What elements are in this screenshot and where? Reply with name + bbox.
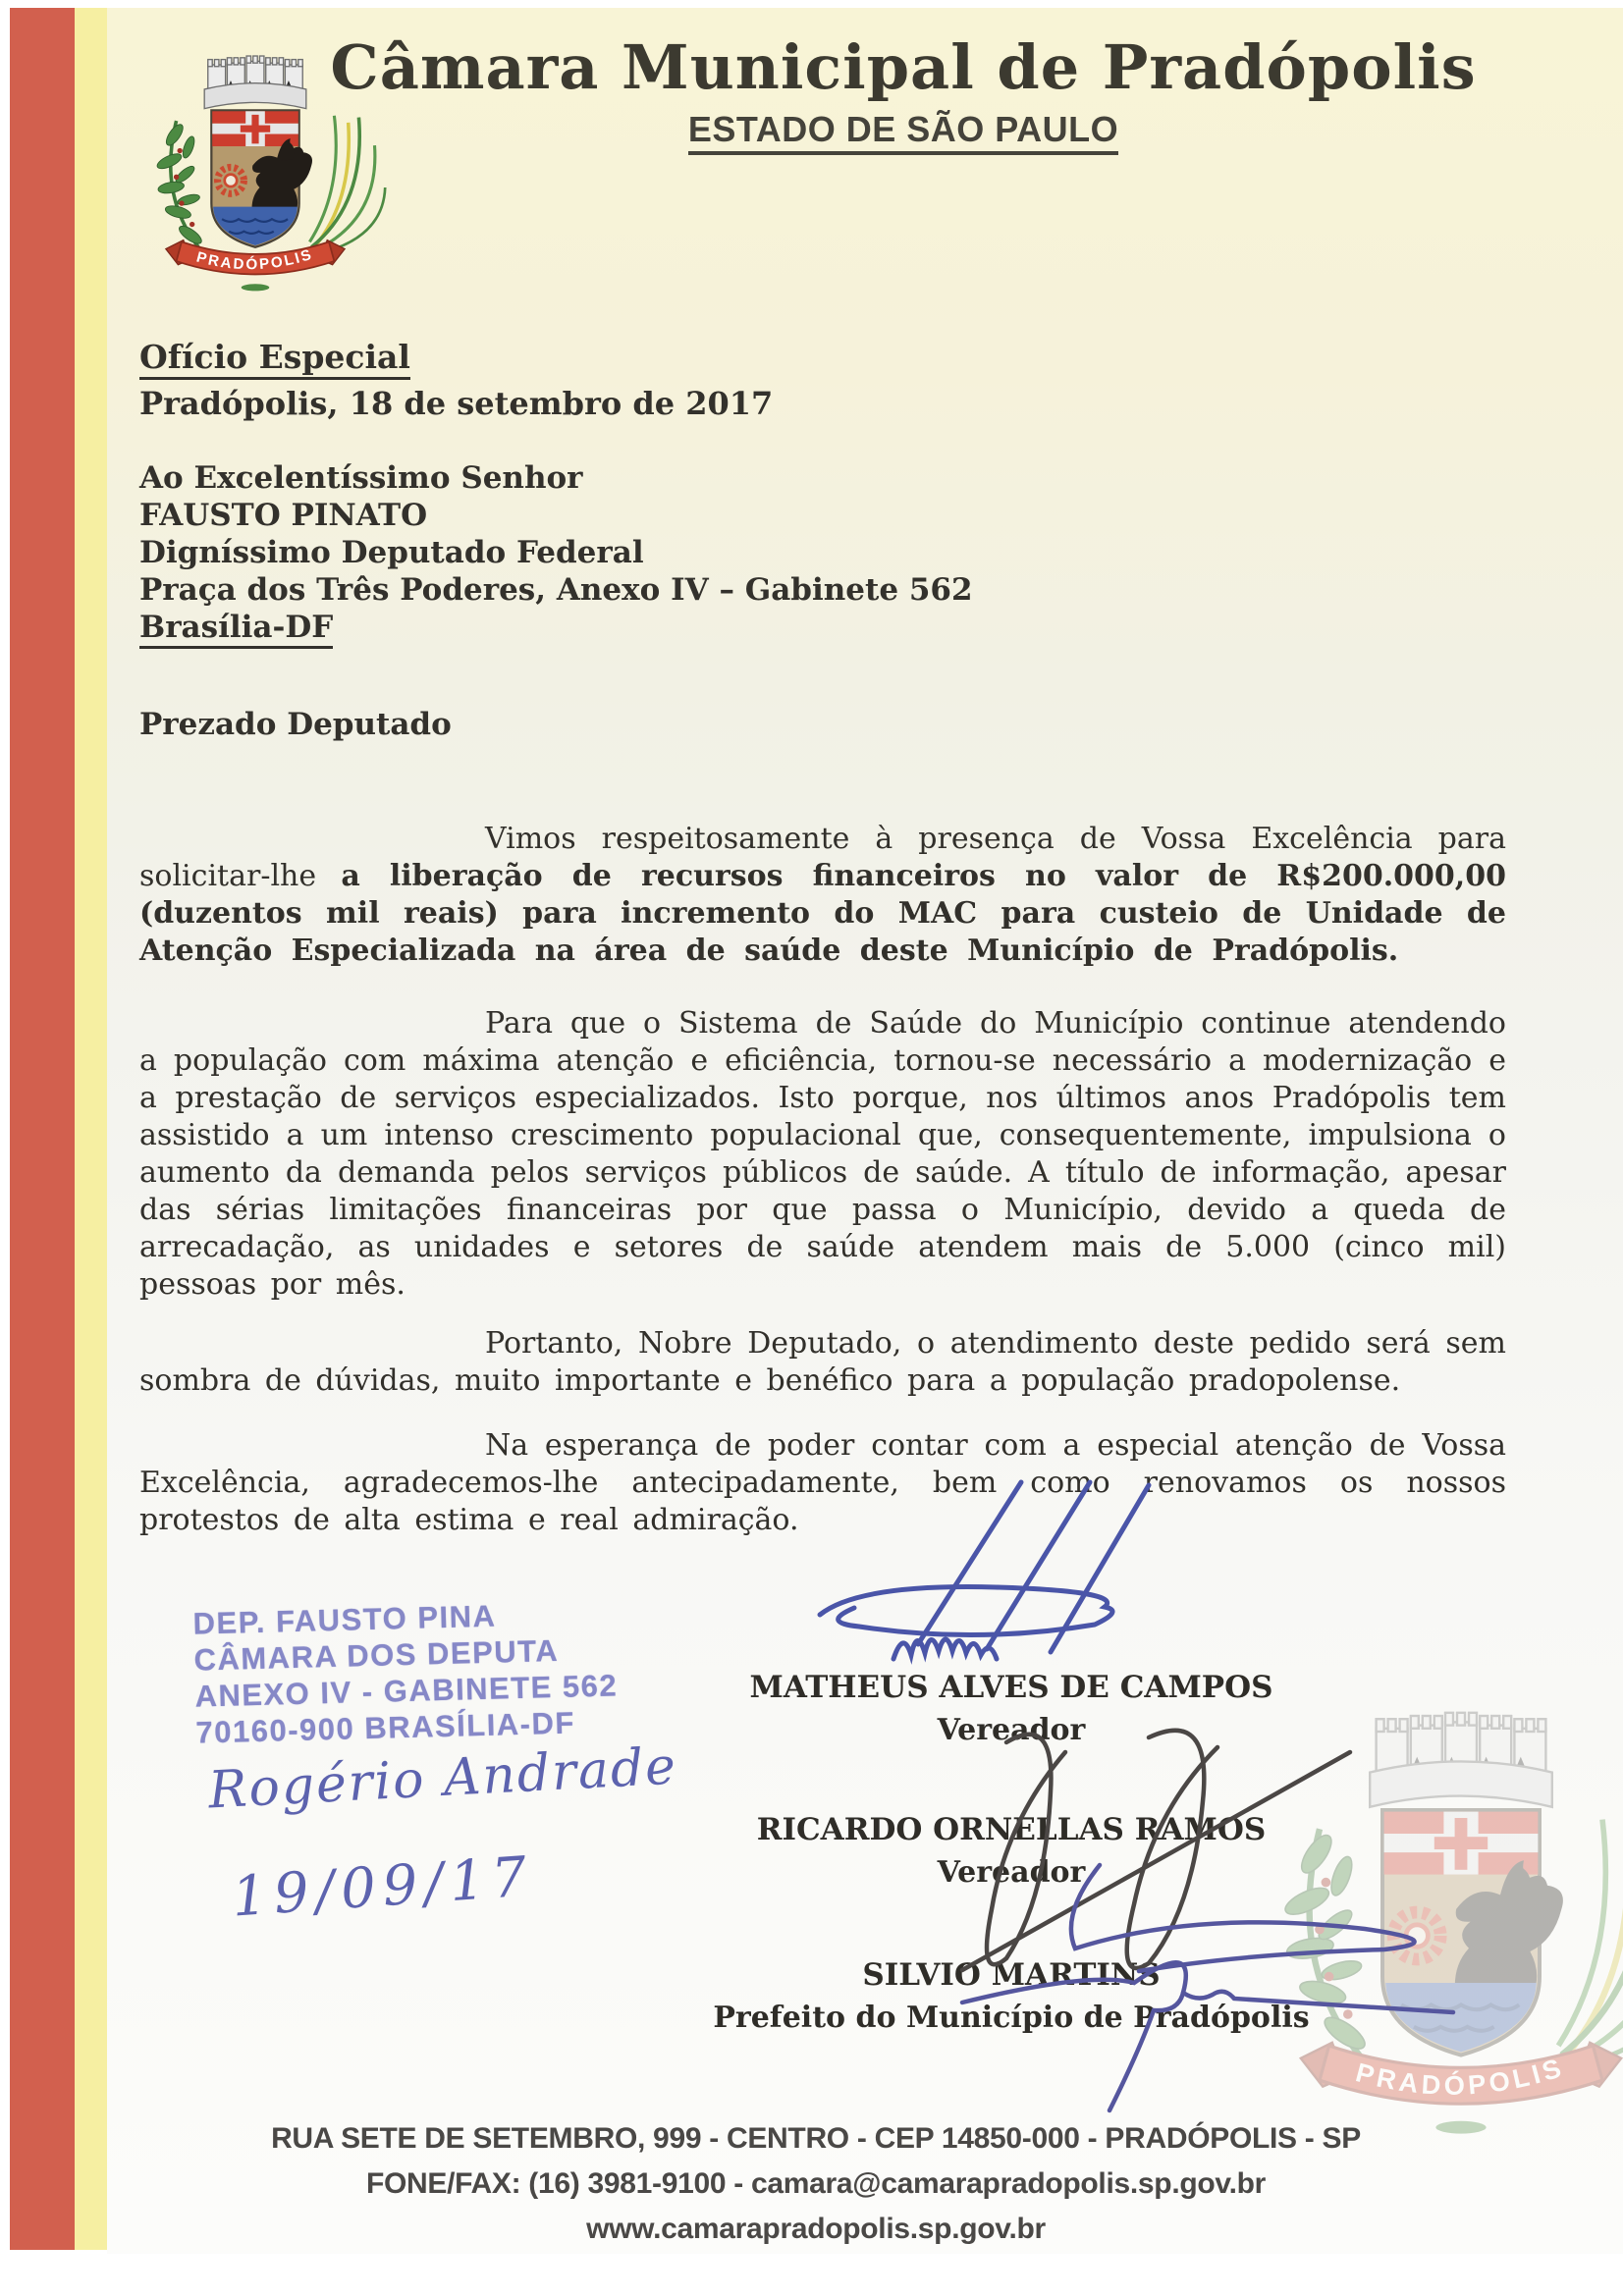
footer-website: www.camarapradopolis.sp.gov.br — [586, 2213, 1046, 2245]
signatory-role: Vereador — [937, 1855, 1086, 1890]
letterhead — [324, 31, 1483, 150]
recipient-line: Ao Excelentíssimo Senhor — [139, 460, 583, 496]
salutation: Prezado Deputado — [139, 707, 452, 742]
received-stamp — [192, 1594, 619, 1750]
stamp-line: 70160-900 BRASÍLIA-DF — [195, 1705, 576, 1750]
footer-contact-block — [173, 2116, 1459, 2252]
footer-phone-email: FONE/FAX: (16) 3981-9100 - camara@camarapradopolis.sp.gov.br — [365, 2167, 1267, 2200]
organization-title: Câmara Municipal de Pradópolis — [330, 31, 1477, 103]
paragraph-4: Na esperança de poder contar com a especial atenção de Vossa Excelência, agradecemos-lhe antecipadamente, bem como renovamos os nossos protestos de alta estima e real admiração. — [139, 1428, 1506, 1537]
paragraph-1-lead: Vimos respeitosamente à presença de Vossa Excelência para solicitar-lhe — [139, 822, 1506, 893]
stamp-line: DEP. FAUSTO PINA — [192, 1598, 497, 1641]
state-subtitle: ESTADO DE SÃO PAULO — [324, 109, 1483, 150]
recipient-city: Brasília-DF — [139, 609, 973, 646]
silvio-signature-scribble — [903, 1855, 1473, 2120]
left-red-stripe — [10, 8, 75, 2250]
letter-body — [139, 821, 1506, 1575]
date-line: Pradópolis, 18 de setembro de 2017 — [139, 385, 774, 422]
stamp-line: ANEXO IV - GABINETE 562 — [194, 1668, 619, 1714]
handwritten-receiver-name: Rogério Andrade — [206, 1736, 679, 1821]
recipient-block — [139, 459, 973, 646]
left-yellow-stripe — [75, 8, 107, 2250]
footer-address: RUA SETE DE SETEMBRO, 999 - CENTRO - CEP 14850-000 - PRADÓPOLIS - SP — [271, 2122, 1361, 2155]
paragraph-2: Para que o Sistema de Saúde do Município continue atendendo a população com máxima atenção e eficiência, tornou-se necessário a modernização e a prestação de serviços especializados. Isto porque, nos últimos anos Pradópolis tem assistido a um intenso crescimento populacional que, consequentemente, impulsiona o aumento da demanda pelos serviços públicos de saúde. A título de informação, apesar das sérias limitações financeiras por que passa o Município, devido a queda de arrecadação, as unidades e setores de saúde atendem mais de 5.000 (cinco mil) pessoas por mês. — [139, 1006, 1506, 1302]
signatory-role: Vereador — [937, 1713, 1086, 1747]
stamp-line: CÂMARA DOS DEPUTA — [193, 1632, 560, 1678]
recipient-name: FAUSTO PINATO — [139, 498, 428, 533]
handwritten-receipt-date: 19/09/17 — [230, 1844, 536, 1930]
paragraph-3: Portanto, Nobre Deputado, o atendimento deste pedido será sem sombra de dúvidas, muito importante e benéfico para a população pradopolense. — [139, 1326, 1506, 1398]
matheus-signature-scribble — [800, 1477, 1232, 1683]
recipient-line: Digníssimo Deputado Federal — [139, 535, 644, 570]
recipient-line: Praça dos Três Poderes, Anexo IV – Gabinete 562 — [139, 572, 973, 608]
signatory-name: MATHEUS ALVES DE CAMPOS — [749, 1670, 1273, 1705]
paragraph-1 — [139, 821, 1506, 970]
document-type: Ofício Especial — [139, 338, 410, 376]
paragraph-1-request: a liberação de recursos financeiros no valor de R$200.000,00 (duzentos mil reais) para incremento do MAC para custeio de Unidade de Atenção Especializada na área de saúde deste Município de Pradópolis. — [139, 859, 1506, 968]
signatory-name: RICARDO ORNELLAS RAMOS — [756, 1812, 1267, 1847]
signatory-role: Prefeito do Município de Pradópolis — [713, 2001, 1310, 2035]
signatory-name: SILVIO MARTINS — [862, 1957, 1161, 1993]
